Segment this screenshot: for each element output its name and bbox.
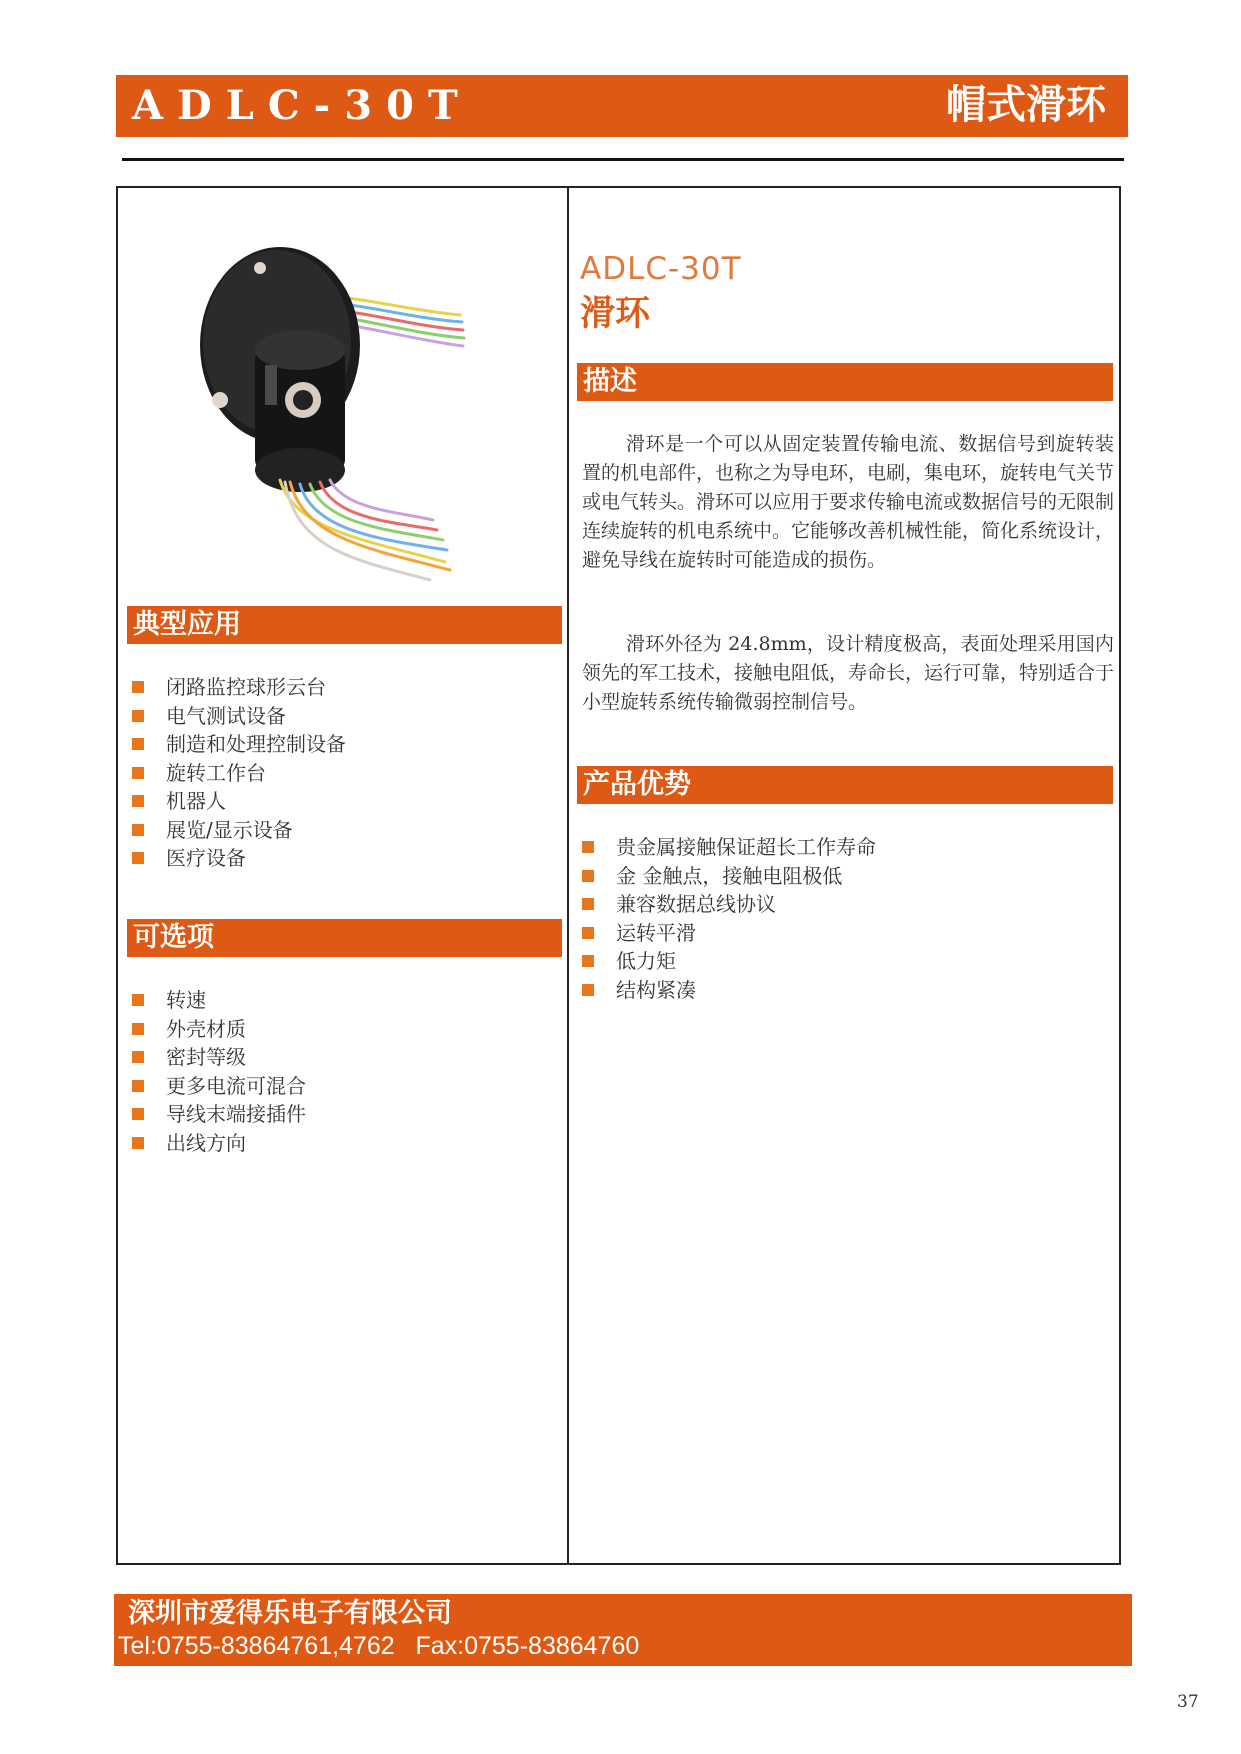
applications-list xyxy=(128,673,346,873)
bullet-square-icon xyxy=(132,710,144,722)
list-item: 机器人 xyxy=(128,787,346,816)
list-item: 闭路监控球形云台 xyxy=(128,673,346,702)
header-category: 帽式滑环 xyxy=(946,82,1106,128)
footer-bar xyxy=(114,1594,1132,1666)
bullet-square-icon xyxy=(132,767,144,779)
bullet-square-icon xyxy=(132,824,144,836)
header-model: ADLC-30T xyxy=(132,82,472,129)
list-item: 出线方向 xyxy=(128,1129,306,1158)
list-item: 旋转工作台 xyxy=(128,759,346,788)
list-item: 兼容数据总线协议 xyxy=(578,890,876,919)
description-header: 描述 xyxy=(577,363,1113,401)
header-divider xyxy=(122,158,1124,161)
list-item: 运转平滑 xyxy=(578,919,876,948)
bullet-square-icon xyxy=(132,795,144,807)
bullet-square-icon xyxy=(132,738,144,750)
footer-contact: Tel:0755-83864761,4762 Fax:0755-83864760 xyxy=(118,1632,640,1660)
bullet-square-icon xyxy=(582,927,594,939)
description-paragraph-2: 滑环外径为 24.8mm，设计精度极高，表面处理采用国内领先的军工技术，接触电阻低，寿命长，运行可靠，特别适合于小型旋转系统传输微弱控制信号。 xyxy=(582,633,1115,713)
list-item: 更多电流可混合 xyxy=(128,1072,306,1101)
product-image xyxy=(185,240,505,590)
bullet-square-icon xyxy=(132,994,144,1006)
advantages-list xyxy=(578,833,876,1004)
header-bar xyxy=(116,75,1128,137)
options-header: 可选项 xyxy=(127,919,562,957)
bullet-square-icon xyxy=(132,1137,144,1149)
product-model: ADLC-30T xyxy=(580,251,742,287)
advantages-header: 产品优势 xyxy=(577,766,1113,804)
footer-company: 深圳市爱得乐电子有限公司 xyxy=(128,1598,452,1629)
list-item: 结构紧凑 xyxy=(578,976,876,1005)
list-item: 金 金触点，接触电阻极低 xyxy=(578,862,876,891)
list-item: 电气测试设备 xyxy=(128,702,346,731)
list-item: 密封等级 xyxy=(128,1043,306,1072)
list-item: 低力矩 xyxy=(578,947,876,976)
list-item: 转速 xyxy=(128,986,306,1015)
page-number: 37 xyxy=(1177,1692,1199,1712)
bullet-square-icon xyxy=(132,852,144,864)
list-item: 制造和处理控制设备 xyxy=(128,730,346,759)
list-item: 医疗设备 xyxy=(128,844,346,873)
bullet-square-icon xyxy=(132,681,144,693)
bullet-square-icon xyxy=(582,898,594,910)
applications-header: 典型应用 xyxy=(127,606,562,644)
bullet-square-icon xyxy=(132,1051,144,1063)
list-item: 外壳材质 xyxy=(128,1015,306,1044)
column-divider xyxy=(567,186,569,1565)
options-list xyxy=(128,986,306,1157)
bullet-square-icon xyxy=(582,984,594,996)
bullet-square-icon xyxy=(582,955,594,967)
list-item: 展览/显示设备 xyxy=(128,816,346,845)
description-paragraph-1: 滑环是一个可以从固定装置传输电流、数据信号到旋转装置的机电部件，也称之为导电环，电刷，集电环，旋转电气关节或电气转头。滑环可以应用于要求传输电流或数据信号的无限制连续旋转的机电系统中。它能够改善机械性能，简化系统设计，避免导线在旋转时可能造成的损伤。 xyxy=(582,433,1115,571)
bullet-square-icon xyxy=(132,1080,144,1092)
product-subtitle: 滑环 xyxy=(580,294,651,334)
bullet-square-icon xyxy=(132,1108,144,1120)
list-item: 导线末端接插件 xyxy=(128,1100,306,1129)
list-item: 贵金属接触保证超长工作寿命 xyxy=(578,833,876,862)
bullet-square-icon xyxy=(132,1023,144,1035)
bullet-square-icon xyxy=(582,841,594,853)
bullet-square-icon xyxy=(582,870,594,882)
